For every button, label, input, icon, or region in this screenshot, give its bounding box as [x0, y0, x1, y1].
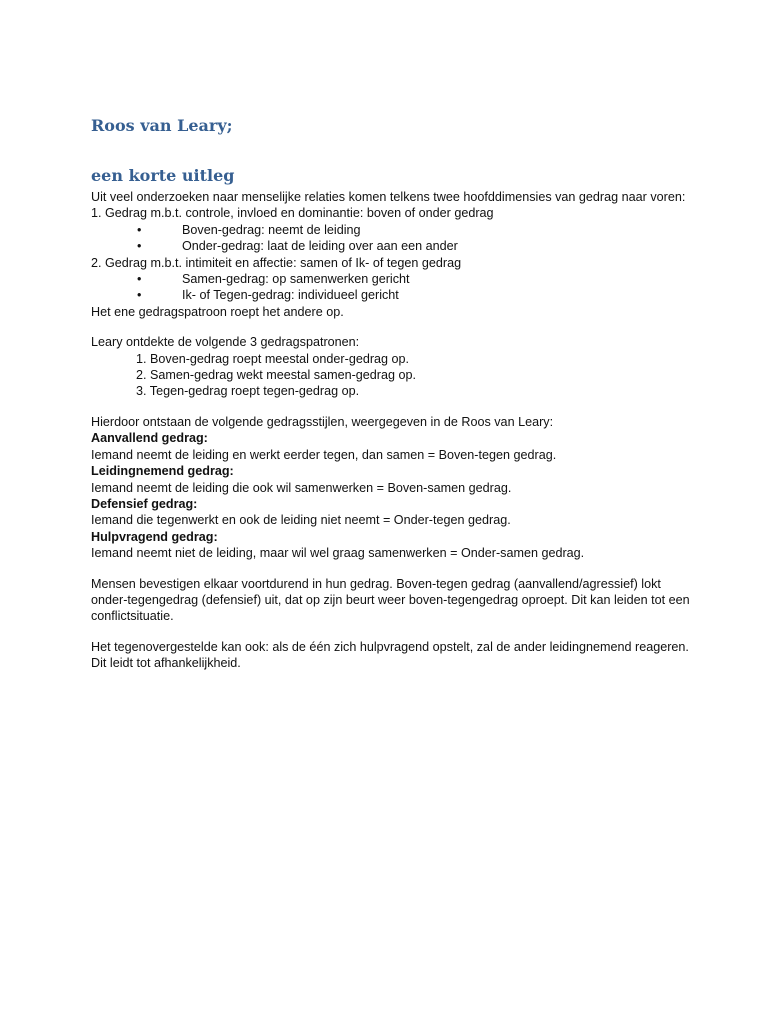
spacer [91, 625, 691, 639]
document-body [91, 113, 691, 672]
numbered-item: 3. Tegen-gedrag roept tegen-gedrag op. [136, 384, 360, 399]
style-description: Iemand neemt niet de leiding, maar wil wel graag samenwerken = Onder-samen gedrag. [91, 546, 585, 561]
spacer [91, 400, 691, 414]
patterns-close: Het ene gedragspatroon roept het andere op. [91, 304, 344, 319]
bullet-text: Onder-gedrag: laat de leiding over aan een ander [182, 239, 458, 254]
bullet-icon: • [137, 272, 142, 287]
style-description: Iemand die tegenwerkt en ook de leiding niet neemt = Onder-tegen gedrag. [91, 513, 511, 528]
spacer [91, 320, 691, 334]
intro-paragraph: Uit veel onderzoeken naar menselijke relaties komen telkens twee hoofddimensies van gedrag naar voren: [91, 190, 686, 204]
style-name [91, 463, 691, 479]
style-description: Iemand neemt de leiding en werkt eerder tegen, dan samen = Boven-tegen gedrag. [91, 447, 557, 462]
bullet-icon: • [137, 239, 142, 254]
paragraph-confirmation: Mensen bevestigen elkaar voortdurend in hun gedrag. Boven-tegen gedrag (aanvallend/agressief) lokt onder-tegengedrag (defensief) uit, dat op zijn beurt weer boven-tegengedrag oproept. Dit kan leiden tot een conflictsituatie. [91, 576, 690, 624]
bullet-item [91, 238, 691, 254]
style-name [91, 496, 691, 512]
document-title: Roos van Leary; [91, 116, 233, 135]
bullet-item [91, 271, 691, 287]
style-heading: Aanvallend gedrag: [91, 431, 208, 446]
styles-intro: Hierdoor ontstaan de volgende gedragsstijlen, weergegeven in de Roos van Leary: [91, 414, 554, 429]
bullet-text: Samen-gedrag: op samenwerken gericht [182, 272, 410, 287]
bullet-icon: • [137, 222, 142, 237]
bullet-text: Ik- of Tegen-gedrag: individueel gericht [182, 288, 399, 303]
numbered-item: 1. Boven-gedrag roept meestal onder-gedrag op. [136, 351, 410, 366]
leary-intro: Leary ontdekte de volgende 3 gedragspatronen: [91, 335, 360, 350]
style-heading: Defensief gedrag: [91, 496, 198, 511]
bullet-icon: • [137, 288, 142, 303]
style-description: Iemand neemt de leiding die ook wil samenwerken = Boven-samen gedrag. [91, 480, 512, 495]
dimension-2: 2. Gedrag m.b.t. intimiteit en affectie: samen of Ik- of tegen gedrag [91, 255, 462, 270]
bullet-text: Boven-gedrag: neemt de leiding [182, 222, 361, 237]
dimension-1: 1. Gedrag m.b.t. controle, invloed en dominantie: boven of onder gedrag [91, 206, 494, 221]
style-heading: Hulpvragend gedrag: [91, 529, 218, 544]
document-subtitle: een korte uitleg [91, 166, 235, 185]
numbered-item: 2. Samen-gedrag wekt meestal samen-gedrag op. [136, 368, 417, 383]
bullet-item [91, 287, 691, 303]
paragraph-opposite: Het tegenovergestelde kan ook: als de één zich hulpvragend opstelt, zal de ander leidingnemend reageren. Dit leidt tot afhankelijkheid. [91, 639, 689, 671]
bullet-item [91, 222, 691, 238]
spacer [91, 562, 691, 576]
style-name [91, 430, 691, 446]
style-heading: Leidingnemend gedrag: [91, 464, 234, 479]
style-name [91, 529, 691, 545]
